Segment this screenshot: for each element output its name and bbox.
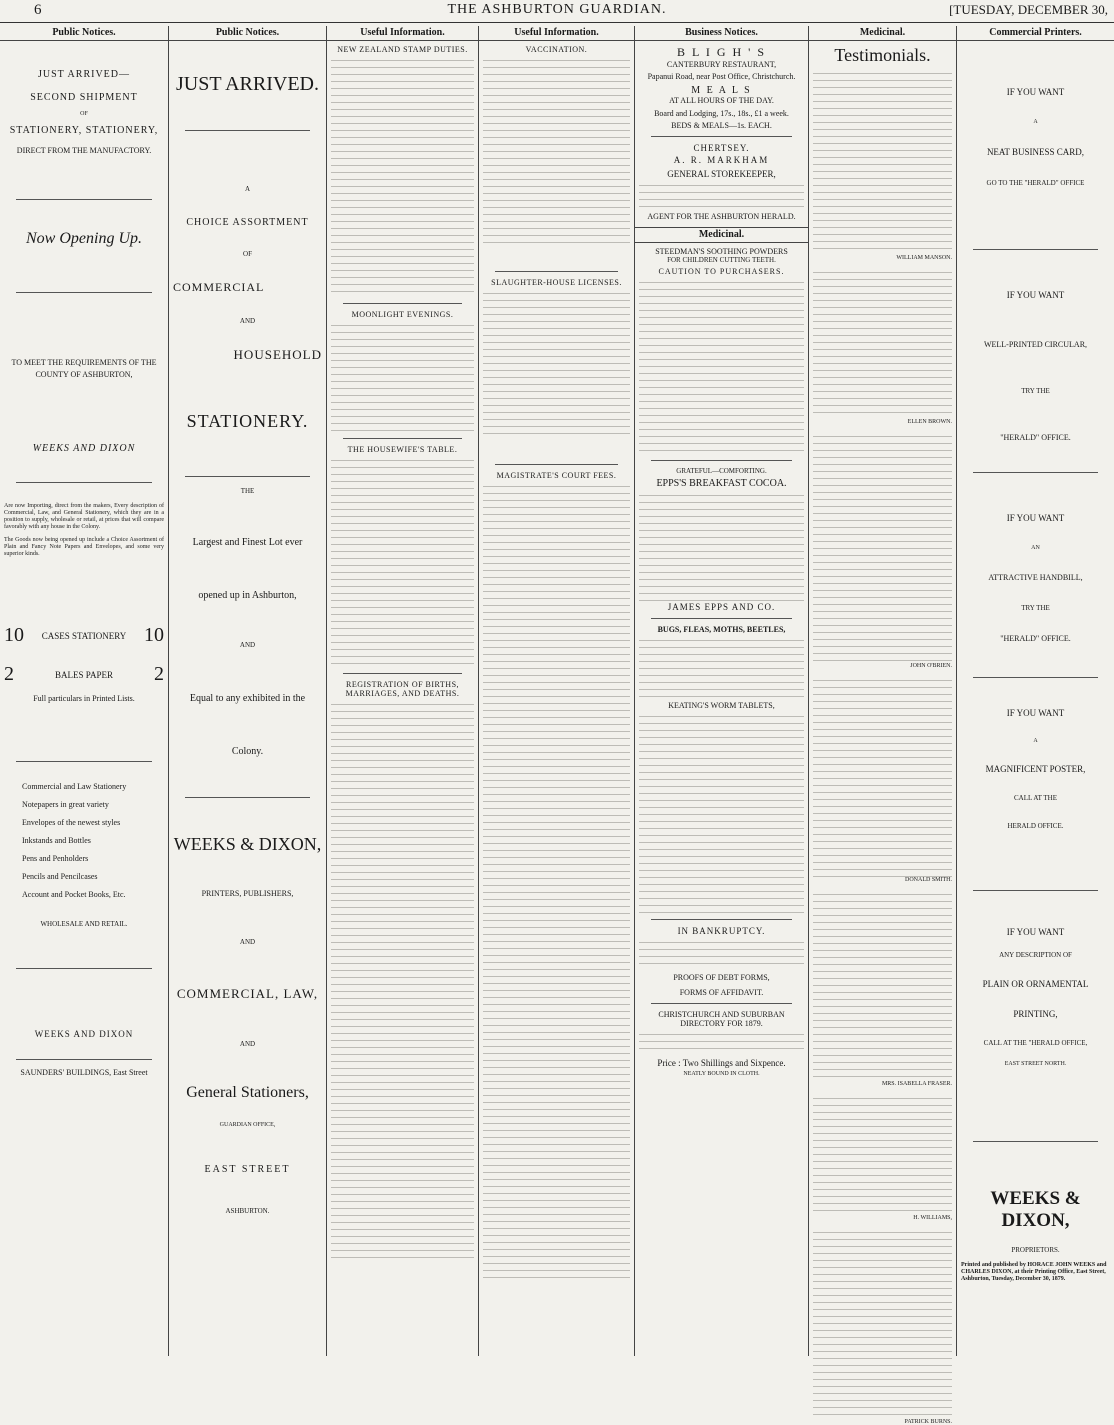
largest-lot: Largest and Finest Lot ever [192,537,303,548]
james-epps: JAMES EPPS AND CO. [667,602,776,612]
divider [495,464,618,465]
agent-herald: AGENT FOR THE ASHBURTON HERALD. [647,212,796,221]
steedman-heading: STEEDMAN'S SOOTHING POWDERS [655,247,788,256]
herald-office: "HERALD" OFFICE. [1000,433,1071,442]
testimonial-signer: DONALD SMITH. [905,877,952,883]
markham-text [639,182,804,212]
plain-ornamental: PLAIN OR ORNAMENTAL [982,979,1089,989]
testimonial-text [813,1095,952,1215]
opened-up: opened up in Ashburton, [198,590,297,601]
for-children: FOR CHILDREN CUTTING TEETH. [667,256,776,264]
divider [16,482,152,483]
just-arrived: JUST ARRIVED— [38,69,130,80]
testimonial-text [813,891,952,1081]
divider [16,968,152,969]
blighs-ad [639,45,804,130]
divider [343,438,462,439]
list-item: Envelopes of the newest styles [22,818,121,827]
divider [651,1003,792,1004]
and-label: AND [239,1040,256,1048]
goto-herald: GO TO THE "HERALD" OFFICE [986,179,1085,187]
if-you-want: IF YOU WANT [1006,513,1065,523]
directory-text [639,1031,804,1055]
column-header: Commercial Printers. [957,26,1114,41]
epps-ad [639,467,804,612]
handbill: ATTRACTIVE HANDBILL, [988,573,1083,582]
list-item: Pencils and Pencilcases [22,872,98,881]
magistrate-fees-table [483,483,630,1283]
circular: WELL-PRINTED CIRCULAR, [983,340,1088,349]
neatly-bound: NEATLY BOUND IN CLOTH. [683,1071,760,1077]
divider [651,618,792,619]
moonlight-text [331,322,474,432]
commercial-law: COMMERCIAL, LAW, [176,986,319,1001]
guardian-office: GUARDIAN OFFICE, [219,1122,276,1128]
an-label: AN [1031,545,1040,551]
a-label: A [1033,119,1038,125]
testimonial-signer: PATRICK BURNS. [904,1419,952,1425]
column-public-notices-1 [0,26,168,1356]
vaccination-text [483,57,630,247]
divider [343,303,462,304]
and-label: AND [239,938,256,946]
bankruptcy-text [639,939,804,967]
list-item: Inkstands and Bottles [22,836,91,845]
divider [16,761,152,762]
bales-count: 2 [154,663,164,685]
herald-office: "HERALD" OFFICE. [1000,634,1071,643]
vaccination-heading: VACCINATION. [525,45,588,54]
and-label: AND [239,317,256,325]
registration-heading: REGISTRATION OF BIRTHS, MARRIAGES, AND DEATHS. [345,680,460,698]
column-public-notices-2 [168,26,326,1356]
testimonial-text [813,70,952,255]
proprietors: PROPRIETORS. [1011,1246,1060,1254]
list-item: Account and Pocket Books, Etc. [22,890,126,899]
testimonial-signer: ELLEN BROWN. [907,419,952,425]
try-the: TRY THE [1021,604,1050,612]
the-label: THE [240,487,255,495]
ashburton: ASHBURTON. [225,1207,270,1215]
blighs-heading: B L I G H ' S [676,45,767,59]
issue-date: [TUESDAY, DECEMBER 30, [949,2,1108,17]
second-shipment: SECOND SHIPMENT [30,92,138,103]
if-you-want: IF YOU WANT [1006,708,1065,718]
testimonial-signer: H. WILLIAMS, [913,1215,952,1221]
any-description: ANY DESCRIPTION OF [999,951,1072,959]
footer-name: WEEKS AND DIXON [34,1029,134,1039]
bales-count: 2 [4,663,14,685]
column-header: Useful Information. [327,26,478,41]
and-label: AND [239,641,256,649]
bales-line [4,663,164,686]
keating-text [639,713,804,913]
bugs-text [639,637,804,697]
moonlight-heading: MOONLIGHT EVENINGS. [351,310,454,319]
poster: MAGNIFICENT POSTER, [985,764,1086,774]
printers-publishers: PRINTERS, PUBLISHERS, [201,889,294,898]
column-useful-info-1 [326,26,478,1356]
divider [185,476,310,477]
east-street: EAST STREET [204,1164,291,1175]
beds-meals: BEDS & MEALS—1s. EACH. [671,121,772,130]
divider [16,1059,152,1060]
call-herald: CALL AT THE "HERALD OFFICE, [983,1039,1088,1047]
testimonial-text [813,269,952,419]
grateful: GRATEFUL—COMFORTING. [676,467,767,475]
stamp-duties-table [331,57,474,297]
stationery-big: STATIONERY. [186,411,309,431]
slaughter-text [483,290,630,440]
affidavit-forms: FORMS OF AFFIDAVIT. [679,988,764,997]
divider [16,292,152,293]
bankruptcy-ad [639,926,804,997]
commercial: COMMERCIAL [173,280,265,294]
list-item: Notepapers in great variety [22,800,109,809]
if-you-want: IF YOU WANT [1006,927,1065,937]
business-card: NEAT BUSINESS CARD, [986,147,1085,157]
column-header: Public Notices. [0,26,168,41]
printing-ads [961,87,1110,1283]
goods-text: The Goods now being opened up include a Choice Assortment of Plain and Fancy Note Papers and Envelopes, and some very superior kinds. [4,537,164,557]
slaughter-heading: SLAUGHTER-HOUSE LICENSES. [491,278,622,287]
column-commercial-printers [956,26,1114,1356]
directory-price: Price : Two Shillings and Sixpence. [657,1058,786,1068]
if-you-want: IF YOU WANT [1006,87,1065,97]
divider [973,890,1098,891]
bankruptcy-heading: IN BANKRUPTCY. [677,926,766,936]
testimonial-text [813,1229,952,1419]
stationery-heading: STATIONERY, STATIONERY, [9,125,159,136]
markham: A. R. MARKHAM [673,155,770,165]
a-label: A [1033,738,1038,744]
imprint: Printed and published by HORACE JOHN WEEKS and CHARLES DIXON, at their Printing Office, East Street, Ashburton, Tuesday, December 30, 1879. [961,1262,1107,1282]
divider [651,919,792,920]
divider [973,1141,1098,1142]
importing-text: Are now Importing, direct from the makers, Every description of Commercial, Law, and General Stationery, which they are in a position to supply, wholesale or retail, at prices that will compare favorably with any house in the Colony. [4,503,164,530]
list-item: Commercial and Law Stationery [22,782,127,791]
east-street-north: EAST STREET NORTH. [1004,1061,1067,1067]
divider [651,136,792,137]
choice-assortment: CHOICE ASSORTMENT [186,217,309,228]
markham-ad [639,143,804,221]
divider [343,673,462,674]
assortment-ad [173,73,322,1215]
testimonial-signer: WILLIAM MANSON. [896,255,952,261]
wholesale-retail: WHOLESALE AND RETAIL. [40,920,128,928]
printing: PRINTING, [1013,1009,1058,1019]
herald-office: HERALD OFFICE. [1007,822,1064,830]
a-label: A [244,185,251,193]
if-you-want: IF YOU WANT [1006,290,1065,300]
now-opening: Now Opening Up. [26,230,142,247]
meals-heading: M E A L S [691,85,752,96]
proofs-forms: PROOFS OF DEBT FORMS, [673,973,770,982]
direct-from-manufactory: DIRECT FROM THE MANUFACTORY. [16,146,152,155]
caution: CAUTION TO PURCHASERS. [658,267,785,276]
column-header: Useful Information. [479,26,634,41]
housewife-heading: THE HOUSEWIFE'S TABLE. [347,445,458,454]
registration-text [331,701,474,1261]
testimonials-heading: Testimonials. [834,45,931,65]
particulars: Full particulars in Printed Lists. [33,694,135,703]
general-stationers: General Stationers, [186,1084,309,1101]
cases-count: 10 [143,624,164,646]
steedman-text [639,279,804,454]
column-header: Medicinal. [809,26,956,41]
column-business-notices [634,26,808,1356]
divider [185,797,310,798]
general-storekeeper: GENERAL STOREKEEPER, [667,169,776,179]
weeks-and-dixon: WEEKS AND DIXON [32,443,136,454]
column-medicinal [808,26,956,1425]
testimonial-text [813,433,952,663]
shipment-ad [4,69,164,1077]
testimonial-text [813,677,952,877]
items-list [22,778,164,904]
columns [0,26,1114,1425]
board-lodging: Board and Lodging, 17s., 18s., £1 a week. [654,109,789,118]
restaurant-address: Papanui Road, near Post Office, Christchurch. [647,72,796,81]
page-number: 6 [34,2,42,18]
testimonial-signer: MRS. ISABELLA FRASER. [881,1081,952,1087]
testimonial-signer: JOHN O'BRIEN. [910,663,952,669]
column-header: Business Notices. [635,26,808,41]
column-header: Public Notices. [169,26,326,41]
divider [185,130,310,131]
steedman-ad [639,247,804,454]
bales-label: BALES PAPER [55,669,113,680]
housewife-text [331,457,474,667]
masthead [0,0,1114,23]
of-label: OF [243,250,252,258]
divider [651,460,792,461]
epps-text [639,492,804,602]
of-label: OF [80,111,88,117]
directory-ad [639,1010,804,1077]
stamp-duties-heading: NEW ZEALAND STAMP DUTIES. [337,45,468,54]
column-useful-info-2 [478,26,634,1356]
equal-to-any: Equal to any exhibited in the [189,693,306,704]
cases-label: CASES STATIONERY [41,630,127,641]
divider [973,472,1098,473]
restaurant-name: CANTERBURY RESTAURANT, [666,60,777,69]
medicinal-header: Medicinal. [635,227,808,243]
colony: Colony. [231,746,264,757]
household: HOUSEHOLD [233,347,322,362]
divider [495,271,618,272]
keating-worm-tablets: KEATING'S WORM TABLETS, [668,701,775,710]
all-hours: AT ALL HOURS OF THE DAY. [669,96,774,105]
cases-count: 10 [4,624,24,646]
just-arrived-heading: JUST ARRIVED. [176,73,319,95]
cases-line [4,624,164,647]
weeks-dixon-proprietors: WEEKS & DIXON, [990,1188,1081,1231]
chertsey: CHERTSEY. [693,143,750,153]
weeks-dixon-heading: WEEKS & DIXON, [173,834,322,854]
footer-address: SAUNDERS' BUILDINGS, East Street [20,1068,148,1077]
divider [973,249,1098,250]
directory-heading: CHRISTCHURCH AND SUBURBAN DIRECTORY FOR 1879. [658,1010,785,1028]
bugs-heading: BUGS, FLEAS, MOTHS, BEETLES, [657,625,786,634]
divider [16,199,152,200]
list-item: Pens and Penholders [22,854,89,863]
divider [973,677,1098,678]
keating-ad [639,625,804,913]
call-at-the: CALL AT THE [1013,794,1058,802]
newspaper-title: THE ASHBURTON GUARDIAN. [447,2,667,17]
try-the: TRY THE [1021,387,1050,395]
epps-heading: EPPS'S BREAKFAST COCOA. [656,478,787,489]
magistrate-heading: MAGISTRATE'S COURT FEES. [496,471,617,480]
meet-requirements: TO MEET THE REQUIREMENTS OF THE COUNTY OF ASHBURTON, [11,358,157,379]
